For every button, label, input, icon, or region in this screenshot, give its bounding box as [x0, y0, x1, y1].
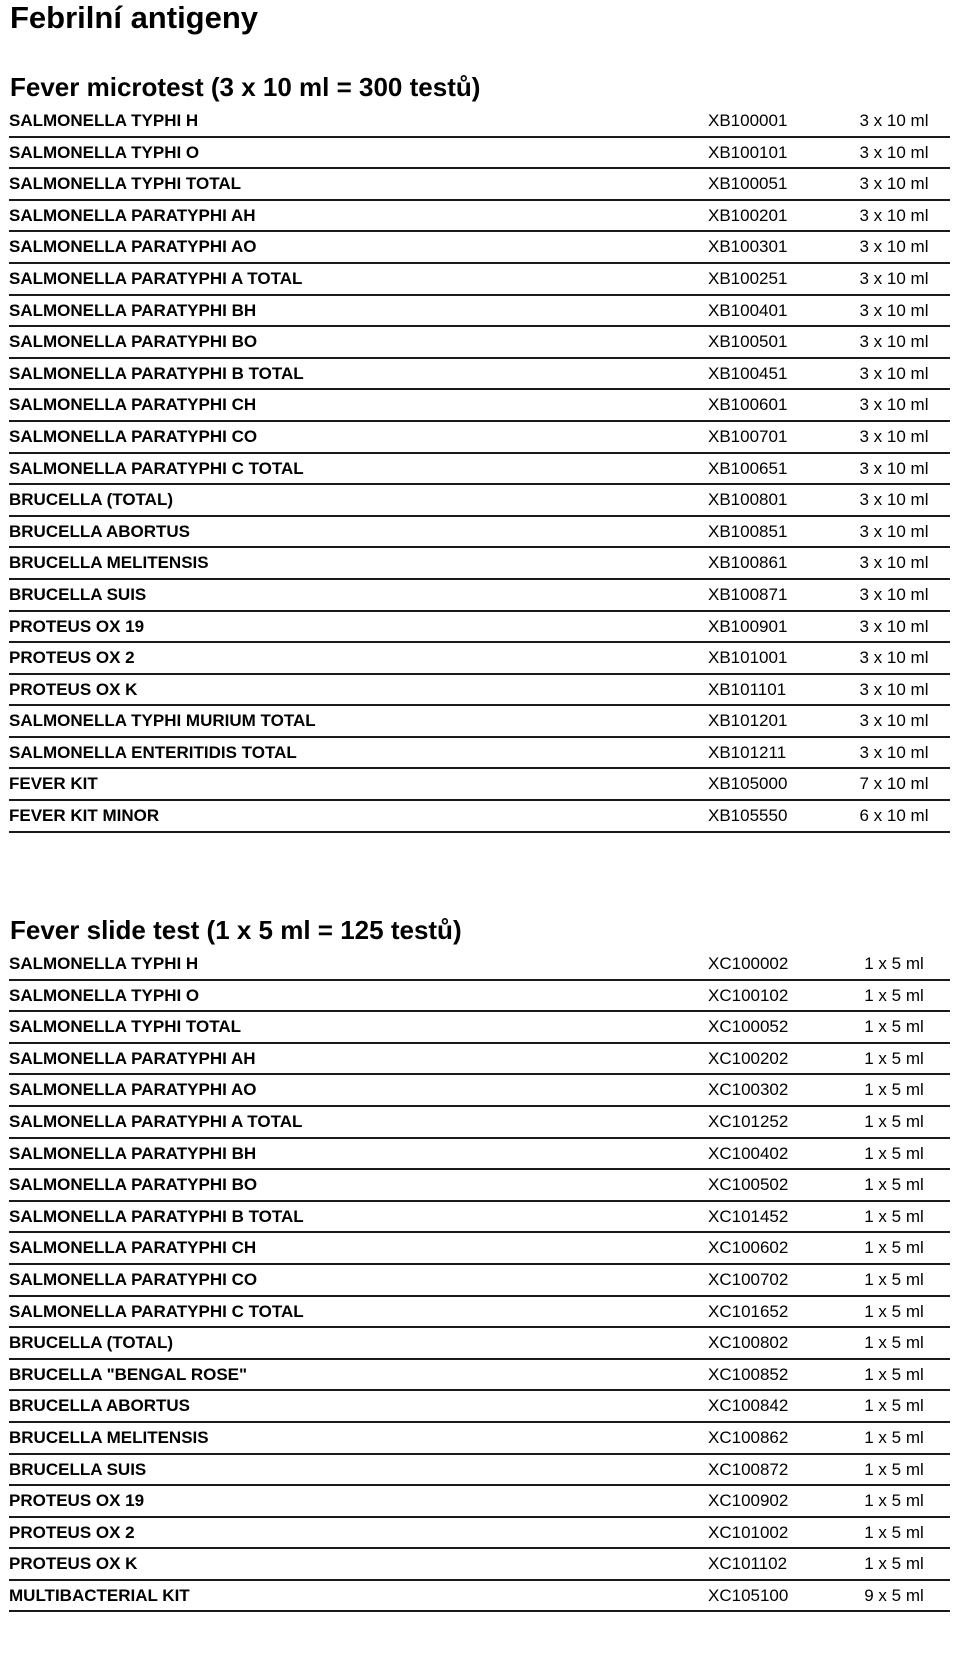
- table-row: [9, 643, 950, 675]
- product-volume: 3 x 10 ml: [859, 458, 929, 478]
- table-row: [9, 1202, 950, 1234]
- product-name: SALMONELLA PARATYPHI A TOTAL: [9, 268, 303, 288]
- product-name: SALMONELLA TYPHI H: [9, 111, 199, 130]
- table-row: [9, 1044, 950, 1076]
- product-name: SALMONELLA PARATYPHI BH: [9, 1143, 257, 1163]
- table-row: [9, 675, 950, 707]
- product-name: SALMONELLA PARATYPHI AO: [9, 1080, 257, 1100]
- table-row: [9, 359, 950, 391]
- table-row: [9, 454, 950, 486]
- product-name: BRUCELLA ABORTUS: [9, 521, 191, 541]
- product-volume: 1 x 5 ml: [864, 1459, 924, 1479]
- table-row: [9, 138, 950, 170]
- table-row: [9, 548, 950, 580]
- product-code: XC101002: [708, 1522, 789, 1542]
- product-code: XB100801: [708, 490, 788, 510]
- product-volume: 1 x 5 ml: [864, 1364, 924, 1384]
- product-volume: 1 x 5 ml: [864, 1206, 924, 1226]
- product-volume: 1 x 5 ml: [864, 1143, 924, 1163]
- document-title: Febrilní antigeny: [10, 0, 259, 35]
- product-name: FEVER KIT MINOR: [9, 806, 160, 826]
- product-name: BRUCELLA "BENGAL ROSE": [9, 1364, 248, 1384]
- product-name: SALMONELLA TYPHI TOTAL: [9, 174, 242, 194]
- table-row: [9, 422, 950, 454]
- product-volume: 3 x 10 ml: [859, 711, 929, 731]
- product-name: BRUCELLA (TOTAL): [9, 490, 173, 510]
- product-volume: 1 x 5 ml: [864, 1333, 924, 1353]
- table-row: [9, 296, 950, 328]
- product-code: XC100802: [708, 1333, 789, 1353]
- table-row: [9, 1233, 950, 1265]
- table-row: [9, 169, 950, 201]
- product-code: XB100201: [708, 205, 788, 225]
- table-row: [9, 612, 950, 644]
- product-code: XC100202: [708, 1048, 789, 1068]
- product-name: SALMONELLA PARATYPHI C TOTAL: [9, 1301, 304, 1321]
- product-volume: 1 x 5 ml: [864, 1269, 924, 1289]
- product-code: XB100251: [708, 268, 788, 288]
- section-title: Fever slide test (1 x 5 ml = 125 testů): [10, 915, 462, 945]
- product-code: XB105000: [708, 774, 788, 794]
- product-code: XB100651: [708, 458, 788, 478]
- table-row: [9, 949, 950, 981]
- product-volume: 3 x 10 ml: [859, 553, 929, 573]
- product-volume: 1 x 5 ml: [864, 1554, 924, 1574]
- product-code: XC100502: [708, 1175, 789, 1195]
- table-row: [9, 738, 950, 770]
- product-name: BRUCELLA (TOTAL): [9, 1333, 173, 1353]
- product-code: XC100862: [708, 1427, 789, 1447]
- product-volume: 1 x 5 ml: [864, 1301, 924, 1321]
- product-volume: 3 x 10 ml: [859, 426, 929, 446]
- product-code: XC100602: [708, 1238, 789, 1258]
- product-name: BRUCELLA SUIS: [9, 584, 147, 604]
- product-volume: 1 x 5 ml: [864, 1522, 924, 1542]
- product-name: BRUCELLA SUIS: [9, 1459, 147, 1479]
- table-row: [9, 1486, 950, 1518]
- product-code: XB100901: [708, 616, 788, 636]
- table-row: [9, 1075, 950, 1107]
- table-row: [9, 264, 950, 296]
- section-title: Fever microtest (3 x 10 ml = 300 testů): [10, 72, 481, 102]
- product-code: XC100302: [708, 1080, 789, 1100]
- product-volume: 3 x 10 ml: [859, 679, 929, 699]
- table-row: [9, 201, 950, 233]
- product-name: PROTEUS OX 2: [9, 648, 135, 668]
- product-name: SALMONELLA PARATYPHI BO: [9, 1175, 258, 1195]
- table-row: [9, 1012, 950, 1044]
- product-code: XC100402: [708, 1143, 789, 1163]
- product-volume: 1 x 5 ml: [864, 1048, 924, 1068]
- section-fever-slide-test: [0, 911, 960, 1612]
- product-name: SALMONELLA TYPHI O: [9, 985, 200, 1005]
- table-row: [9, 1139, 950, 1171]
- table-row: [9, 1391, 950, 1423]
- product-code: XB100101: [708, 142, 788, 162]
- product-code: XB100871: [708, 584, 788, 604]
- product-volume: 1 x 5 ml: [864, 1396, 924, 1416]
- product-volume: 3 x 10 ml: [859, 395, 929, 415]
- product-volume: 3 x 10 ml: [859, 237, 929, 257]
- table-row: [9, 1455, 950, 1487]
- product-volume: 9 x 5 ml: [864, 1585, 924, 1605]
- product-volume: 3 x 10 ml: [859, 268, 929, 288]
- product-volume: 3 x 10 ml: [859, 142, 929, 162]
- product-volume: 3 x 10 ml: [859, 742, 929, 762]
- product-code: XB105550: [708, 806, 788, 826]
- product-volume: 1 x 5 ml: [864, 954, 924, 973]
- product-code: XB100401: [708, 300, 788, 320]
- product-code: XB100851: [708, 521, 788, 541]
- product-volume: 1 x 5 ml: [864, 1427, 924, 1447]
- product-name: SALMONELLA TYPHI O: [9, 142, 200, 162]
- product-name: PROTEUS OX 19: [9, 1491, 145, 1511]
- product-volume: 1 x 5 ml: [864, 1175, 924, 1195]
- product-name: SALMONELLA PARATYPHI CH: [9, 1238, 257, 1258]
- product-name: SALMONELLA PARATYPHI BO: [9, 332, 258, 352]
- product-code: XC100702: [708, 1269, 789, 1289]
- product-code: XB100861: [708, 553, 788, 573]
- product-code: XC100842: [708, 1396, 789, 1416]
- product-name: SALMONELLA TYPHI H: [9, 954, 199, 973]
- product-volume: 1 x 5 ml: [864, 1491, 924, 1511]
- product-volume: 3 x 10 ml: [859, 648, 929, 668]
- product-name: SALMONELLA PARATYPHI AH: [9, 1048, 256, 1068]
- product-volume: 1 x 5 ml: [864, 985, 924, 1005]
- table-row: [9, 1423, 950, 1455]
- table-row: [9, 390, 950, 422]
- product-code: XC101652: [708, 1301, 789, 1321]
- product-name: SALMONELLA PARATYPHI C TOTAL: [9, 458, 304, 478]
- product-volume: 3 x 10 ml: [859, 300, 929, 320]
- product-name: SALMONELLA PARATYPHI AO: [9, 237, 257, 257]
- table-row: [9, 1297, 950, 1329]
- product-name: PROTEUS OX K: [9, 1554, 138, 1574]
- product-name: FEVER KIT: [9, 774, 98, 794]
- product-code: XB101101: [708, 679, 787, 699]
- product-code: XC105100: [708, 1585, 789, 1605]
- product-code: XB100301: [708, 237, 788, 257]
- product-code: XC100052: [708, 1017, 789, 1037]
- product-code: XC100902: [708, 1491, 789, 1511]
- table-row: [9, 801, 950, 833]
- product-volume: 3 x 10 ml: [859, 521, 929, 541]
- product-name: SALMONELLA ENTERITIDIS TOTAL: [9, 742, 297, 762]
- product-volume: 3 x 10 ml: [859, 111, 929, 130]
- product-code: XC100102: [708, 985, 789, 1005]
- product-code: XC101252: [708, 1111, 789, 1131]
- table-row: [9, 1170, 950, 1202]
- table-row: [9, 517, 950, 549]
- product-list: [0, 106, 960, 833]
- product-code: XB101001: [708, 648, 788, 668]
- product-code: XB100501: [708, 332, 788, 352]
- table-row: [9, 485, 950, 517]
- product-name: PROTEUS OX 19: [9, 616, 145, 636]
- product-code: XB100451: [708, 363, 788, 383]
- product-volume: 3 x 10 ml: [859, 174, 929, 194]
- product-name: SALMONELLA PARATYPHI AH: [9, 205, 256, 225]
- table-row: [9, 1549, 950, 1581]
- product-volume: 6 x 10 ml: [859, 806, 929, 826]
- product-name: MULTIBACTERIAL KIT: [9, 1585, 190, 1605]
- product-name: SALMONELLA TYPHI MURIUM TOTAL: [9, 711, 316, 731]
- product-name: PROTEUS OX K: [9, 679, 138, 699]
- product-code: XC101102: [708, 1554, 788, 1574]
- table-row: [9, 580, 950, 612]
- product-name: SALMONELLA PARATYPHI B TOTAL: [9, 363, 304, 383]
- product-volume: 1 x 5 ml: [864, 1238, 924, 1258]
- table-row: [9, 769, 950, 801]
- product-name: SALMONELLA PARATYPHI CH: [9, 395, 257, 415]
- product-name: SALMONELLA TYPHI TOTAL: [9, 1017, 242, 1037]
- product-name: BRUCELLA MELITENSIS: [9, 553, 209, 573]
- product-code: XC100852: [708, 1364, 789, 1384]
- product-volume: 1 x 5 ml: [864, 1111, 924, 1131]
- product-volume: 3 x 10 ml: [859, 490, 929, 510]
- table-row: [9, 1328, 950, 1360]
- product-volume: 3 x 10 ml: [859, 332, 929, 352]
- table-row: [9, 106, 950, 138]
- product-volume: 3 x 10 ml: [859, 205, 929, 225]
- product-name: BRUCELLA MELITENSIS: [9, 1427, 209, 1447]
- product-name: PROTEUS OX 2: [9, 1522, 135, 1542]
- product-code: XC100002: [708, 954, 789, 973]
- product-volume: 3 x 10 ml: [859, 616, 929, 636]
- product-code: XC100872: [708, 1459, 789, 1479]
- table-row: [9, 1581, 950, 1613]
- product-volume: 1 x 5 ml: [864, 1080, 924, 1100]
- section-fever-microtest: [0, 68, 960, 833]
- product-name: SALMONELLA PARATYPHI B TOTAL: [9, 1206, 304, 1226]
- table-row: [9, 1107, 950, 1139]
- table-row: [9, 327, 950, 359]
- product-name: SALMONELLA PARATYPHI CO: [9, 1269, 258, 1289]
- product-code: XB100701: [708, 426, 788, 446]
- product-code: XB100001: [708, 111, 788, 130]
- product-name: SALMONELLA PARATYPHI A TOTAL: [9, 1111, 303, 1131]
- table-row: [9, 706, 950, 738]
- product-name: SALMONELLA PARATYPHI BH: [9, 300, 257, 320]
- product-code: XB100051: [708, 174, 788, 194]
- table-row: [9, 232, 950, 264]
- product-code: XB101211: [708, 742, 787, 762]
- product-code: XB100601: [708, 395, 788, 415]
- product-volume: 3 x 10 ml: [859, 363, 929, 383]
- product-volume: 1 x 5 ml: [864, 1017, 924, 1037]
- product-volume: 7 x 10 ml: [859, 774, 929, 794]
- product-code: XB101201: [708, 711, 788, 731]
- table-row: [9, 1518, 950, 1550]
- product-code: XC101452: [708, 1206, 789, 1226]
- table-row: [9, 1265, 950, 1297]
- product-volume: 3 x 10 ml: [859, 584, 929, 604]
- product-name: SALMONELLA PARATYPHI CO: [9, 426, 258, 446]
- product-name: BRUCELLA ABORTUS: [9, 1396, 191, 1416]
- table-row: [9, 1360, 950, 1392]
- product-list: [0, 949, 960, 1612]
- table-row: [9, 981, 950, 1013]
